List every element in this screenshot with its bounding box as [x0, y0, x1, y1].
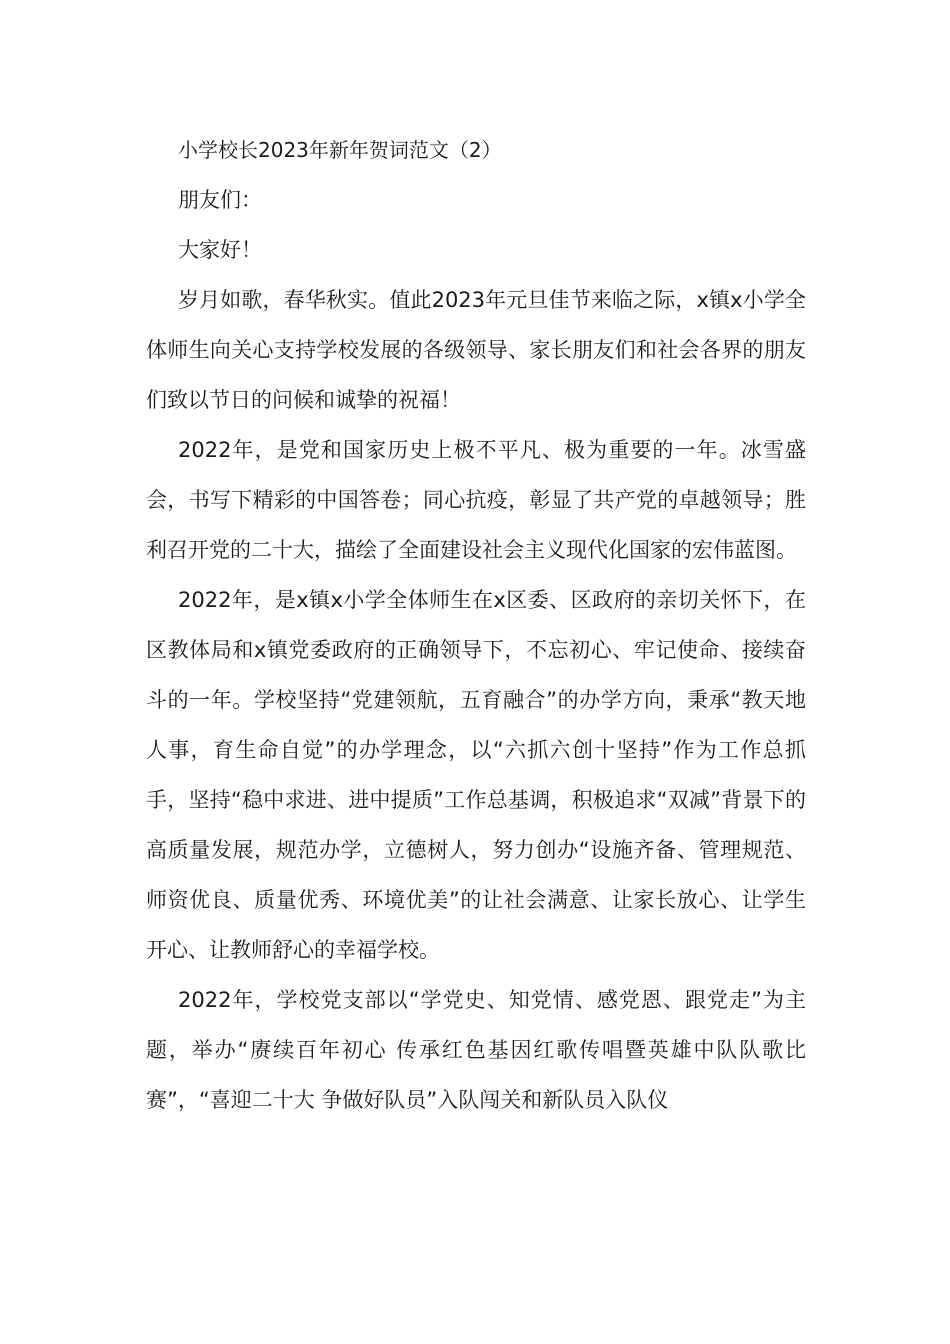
- paragraph-2: 2022年，是党和国家历史上极不平凡、极为重要的一年。冰雪盛会，书写下精彩的中国答卷；同心抗疫，彰显了共产党的卓越领导；胜利召开党的二十大，描绘了全面建设社会主义现代化国家的宏伟蓝图。: [146, 438, 806, 562]
- paragraph-1: 岁月如歌，春华秋实。值此2023年元旦佳节来临之际，x镇x小学全体师生向关心支持学校发展的各级领导、家长朋友们和社会各界的朋友们致以节日的问候和诚挚的祝福！: [146, 288, 806, 412]
- salutation: 朋友们：: [178, 188, 262, 212]
- document-body: [146, 125, 806, 1125]
- document-title: 小学校长2023年新年贺词范文（2）: [178, 138, 502, 162]
- greeting: 大家好！: [178, 238, 262, 262]
- paragraph-3: 2022年，是x镇x小学全体师生在x区委、区政府的亲切关怀下，在区教体局和x镇党委政府的正确领导下，不忘初心、牢记使命、接续奋斗的一年。学校坚持“党建领航，五育融合”的办学方向，秉承“教天地人事，育生命自觉”的办学理念，以“六抓六创十坚持”作为工作总抓手，坚持“稳中求进、进中提质”工作总基调，积极追求“双减”背景下的高质量发展，规范办学，立德树人，努力创办“设施齐备、管理规范、师资优良、质量优秀、环境优美”的让社会满意、让家长放心、让学生开心、让教师舒心的幸福学校。: [146, 588, 806, 962]
- paragraph-4: 2022年，学校党支部以“学党史、知党情、感党恩、跟党走”为主题，举办“赓续百年初心 传承红色基因红歌传唱暨英雄中队队歌比赛”，“喜迎二十大 争做好队员”入队闯关和新队员入队仪: [146, 988, 806, 1112]
